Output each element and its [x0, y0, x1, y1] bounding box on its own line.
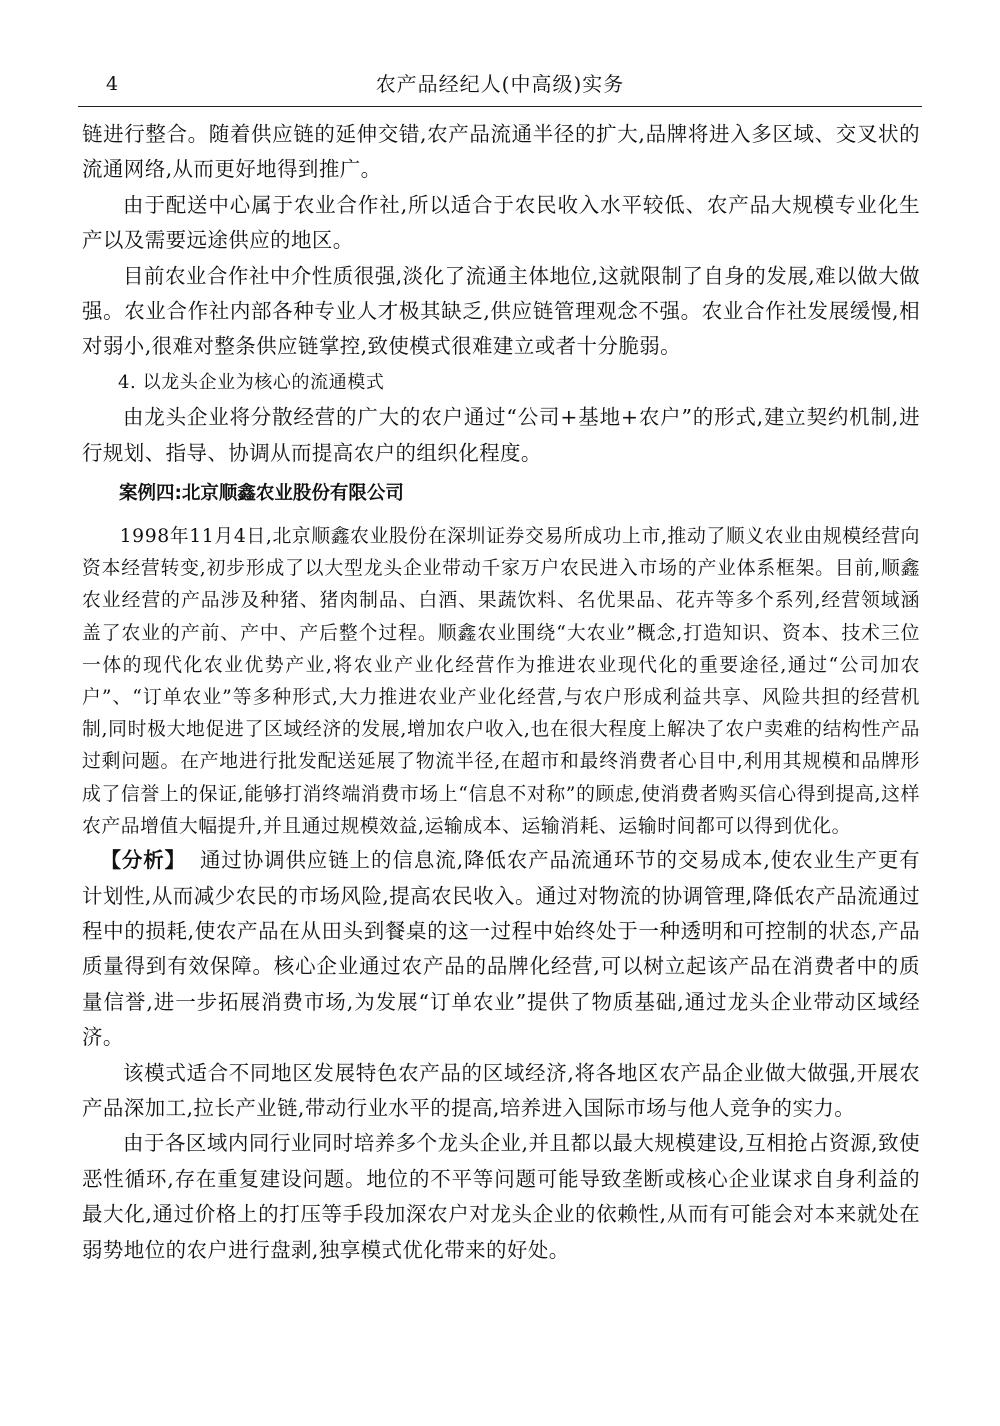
- paragraph: 由于各区域内同行业同时培养多个龙头企业,并且都以最大规模建设,互相抢占资源,致使恶性循环,存在重复建设问题。地位的不平等问题可能导致垄断或核心企业谋求自身利益的最大化,通过价格上的打压等手段加深农户对龙头企业的依赖性,从而有可能会对本来就处在弱势地位的农户进行盘剥,独享模式优化带来的好处。: [82, 1131, 920, 1262]
- header-rule: [78, 106, 922, 107]
- paragraph: 目前农业合作社中介性质很强,淡化了流通主体地位,这就限制了自身的发展,难以做大做强。农业合作社内部各种专业人才极其缺乏,供应链管理观念不强。农业合作社发展缓慢,相对弱小,很难对整条供应链掌控,致使模式很难建立或者十分脆弱。: [82, 263, 920, 359]
- paragraph: 由龙头企业将分散经营的广大的农户通过“公司+基地+农户”的形式,建立契约机制,进行规划、指导、协调从而提高农户的组织化程度。: [82, 405, 920, 465]
- running-title: 农产品经纪人(中高级)实务: [375, 72, 625, 96]
- case-title: 案例四:北京顺鑫农业股份有限公司: [119, 483, 404, 505]
- analysis-label: 【分析】: [100, 848, 186, 873]
- case-paragraph: 1998年11月4日,北京顺鑫农业股份在深圳证券交易所成功上市,推动了顺义农业由规模经营向资本经营转变,初步形成了以大型龙头企业带动千家万户农民进入市场的产业体系框架。目前,顺鑫农业经营的产品涉及种猪、猪肉制品、白酒、果蔬饮料、名优果品、花卉等多个系列,经营领域涵盖了农业的产前、产中、产后整个过程。顺鑫农业围绕“大农业”概念,打造知识、资本、技术三位一体的现代化农业优势产业,将农业产业化经营作为推进农业现代化的重要途径,通过“公司加农户”、“订单农业”等多种形式,大力推进农业产业化经营,与农户形成利益共享、风险共担的经营机制,同时极大地促进了区域经济的发展,增加农户收入,也在很大程度上解决了农户卖难的结构性产品过剩问题。在产地进行批发配送延展了物流半径,在超市和最终消费者心目中,利用其规模和品牌形成了信誉上的保证,能够打消终端消费市场上“信息不对称”的顾虑,使消费者购买信心得到提高,这样农产品增值大幅提升,并且通过规模效益,运输成本、运输消耗、运输时间都可以得到优化。: [82, 526, 920, 837]
- page-number: 4: [106, 73, 119, 95]
- main-text: [82, 117, 920, 471]
- paragraph: 该模式适合不同地区发展特色农产品的区域经济,将各地区农产品企业做大做强,开展农产品深加工,拉长产业链,带动行业水平的提高,培养进入国际市场与他人竞争的实力。: [82, 1060, 920, 1120]
- page-body: [82, 117, 920, 1268]
- analysis-section: [82, 843, 920, 1268]
- page-header: [78, 66, 922, 106]
- section-heading: 4. 以龙头企业为核心的流通模式: [118, 371, 385, 393]
- paragraph-continuation: 链进行整合。随着供应链的延伸交错,农产品流通半径的扩大,品牌将进入多区域、交叉状的流通网络,从而更好地得到推广。: [82, 122, 920, 182]
- analysis-paragraph: [82, 843, 920, 1055]
- paragraph: 由于配送中心属于农业合作社,所以适合于农民收入水平较低、农产品大规模专业化生产以及需要远途供应的地区。: [82, 192, 920, 253]
- case-study: [82, 521, 920, 843]
- analysis-text: 通过协调供应链上的信息流,降低农产品流通环节的交易成本,使农业生产更有计划性,从而减少农民的市场风险,提高农民收入。通过对物流的协调管理,降低农产品流通过程中的损耗,使农产品在从田头到餐桌的这一过程中始终处于一种透明和可控制的状态,产品质量得到有效保障。核心企业通过农产品的品牌化经营,可以树立起该产品在消费者中的质量信誉,进一步拓展消费市场,为发展“订单农业”提供了物质基础,通过龙头企业带动区域经济。: [82, 848, 920, 1050]
